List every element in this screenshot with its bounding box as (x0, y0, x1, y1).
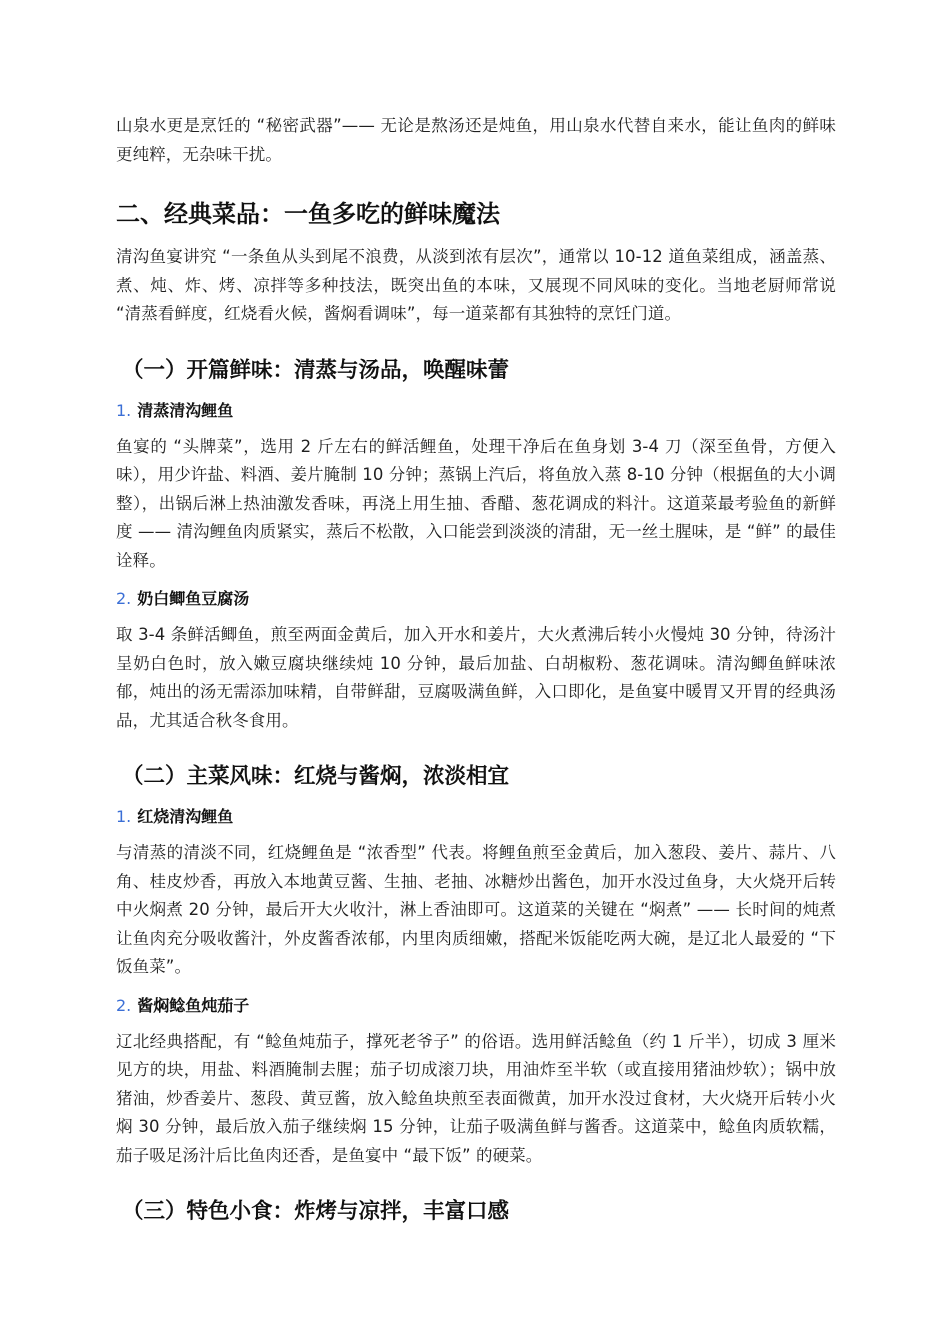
dish-name: 清蒸清沟鲤鱼 (137, 400, 234, 420)
section-intro-paragraph: 清沟鱼宴讲究 “一条鱼从头到尾不浪费，从淡到浓有层次”，通常以 10-12 道鱼菜组成，涵盖蒸、煮、炖、炸、烤、凉拌等多种技法，既突出鱼的本味，又展现不同风味的变化。当地老厨师常说 “清蒸看鲜度，红烧看火候，酱焖看调味”，每一道菜都有其独特的烹饪门道。 (116, 247, 836, 323)
dish-description: 鱼宴的 “头牌菜”，选用 2 斤左右的鲜活鲤鱼，处理干净后在鱼身划 3-4 刀（深至鱼骨，方便入味），用少许盐、料酒、姜片腌制 10 分钟；蒸锅上汽后，将鱼放入蒸 8-10 分钟（根据鱼的大小调整），出锅后淋上热油激发香味，再浇上用生抽、香醋、葱花调成的料汁。这道菜最考验鱼的新鲜度 —— 清沟鲤鱼肉质紧实，蒸后不松散，入口能尝到淡淡的清甜，无一丝土腥味，是 “鲜” 的最佳诠释。 (116, 436, 836, 570)
list-number: 1. (116, 400, 132, 420)
dish-title (116, 994, 836, 1018)
dish-name: 红烧清沟鲤鱼 (137, 807, 234, 826)
list-number: 2. (116, 589, 132, 608)
subsection-heading-snacks: （三）特色小食：炸烤与凉拌，丰富口感 (122, 1199, 510, 1224)
subsection-heading-opening: （一）开篇鲜味：清蒸与汤品，唤醒味蕾 (122, 357, 510, 383)
intro-paragraph: 山泉水更是烹饪的 “秘密武器”—— 无论是熬汤还是炖鱼，用山泉水代替自来水，能让鱼肉的鲜味更纯粹，无杂味干扰。 (116, 116, 836, 164)
list-number: 1. (116, 807, 132, 826)
dish-description: 取 3-4 条鲜活鲫鱼，煎至两面金黄后，加入开水和姜片，大火煮沸后转小火慢炖 30 分钟，待汤汁呈奶白色时，放入嫩豆腐块继续炖 10 分钟，最后加盐、白胡椒粉、葱花调味。清沟鲫鱼鲜味浓郁，炖出的汤无需添加味精，自带鲜甜，豆腐吸满鱼鲜，入口即化，是鱼宴中暖胃又开胃的经典汤品，尤其适合秋冬食用。 (116, 625, 836, 730)
dish-title (116, 399, 836, 423)
section-heading-classic-dishes: 二、经典菜品：一鱼多吃的鲜味魔法 (116, 200, 500, 228)
list-number: 2. (116, 995, 132, 1015)
dish-name: 奶白鲫鱼豆腐汤 (137, 589, 250, 608)
dish-description: 辽北经典搭配，有 “鲶鱼炖茄子，撑死老爷子” 的俗语。选用鲜活鲶鱼（约 1 斤半），切成 3 厘米见方的块，用盐、料酒腌制去腥；茄子切成滚刀块，用油炸至半软（或直接用猪油炒软）；锅中放猪油，炒香姜片、葱段、黄豆酱，放入鲶鱼块煎至表面微黄，加开水没过食材，大火烧开后转小火焖 30 分钟，最后放入茄子继续焖 15 分钟，让茄子吸满鱼鲜与酱香。这道菜中，鲶鱼肉质软糯，茄子吸足汤汁后比鱼肉还香，是鱼宴中 “最下饭” 的硬菜。 (116, 1031, 836, 1165)
dish-title (116, 805, 836, 829)
dish-description: 与清蒸的清淡不同，红烧鲤鱼是 “浓香型” 代表。将鲤鱼煎至金黄后，加入葱段、姜片、蒜片、八角、桂皮炒香，再放入本地黄豆酱、生抽、老抽、冰糖炒出酱色，加开水没过鱼身，大火烧开后转中火焖煮 20 分钟，最后开大火收汁，淋上香油即可。这道菜的关键在 “焖煮” —— 长时间的炖煮让鱼肉充分吸收酱汁，外皮酱香浓郁，内里肉质细嫩，搭配米饭能吃两大碗，是辽北人最爱的 “下饭鱼菜”。 (116, 843, 836, 976)
subsection-heading-main-dishes: （二）主菜风味：红烧与酱焖，浓淡相宜 (122, 764, 510, 789)
dish-title (116, 587, 836, 611)
dish-name: 酱焖鲶鱼炖茄子 (137, 995, 250, 1015)
document-page (116, 112, 836, 1228)
